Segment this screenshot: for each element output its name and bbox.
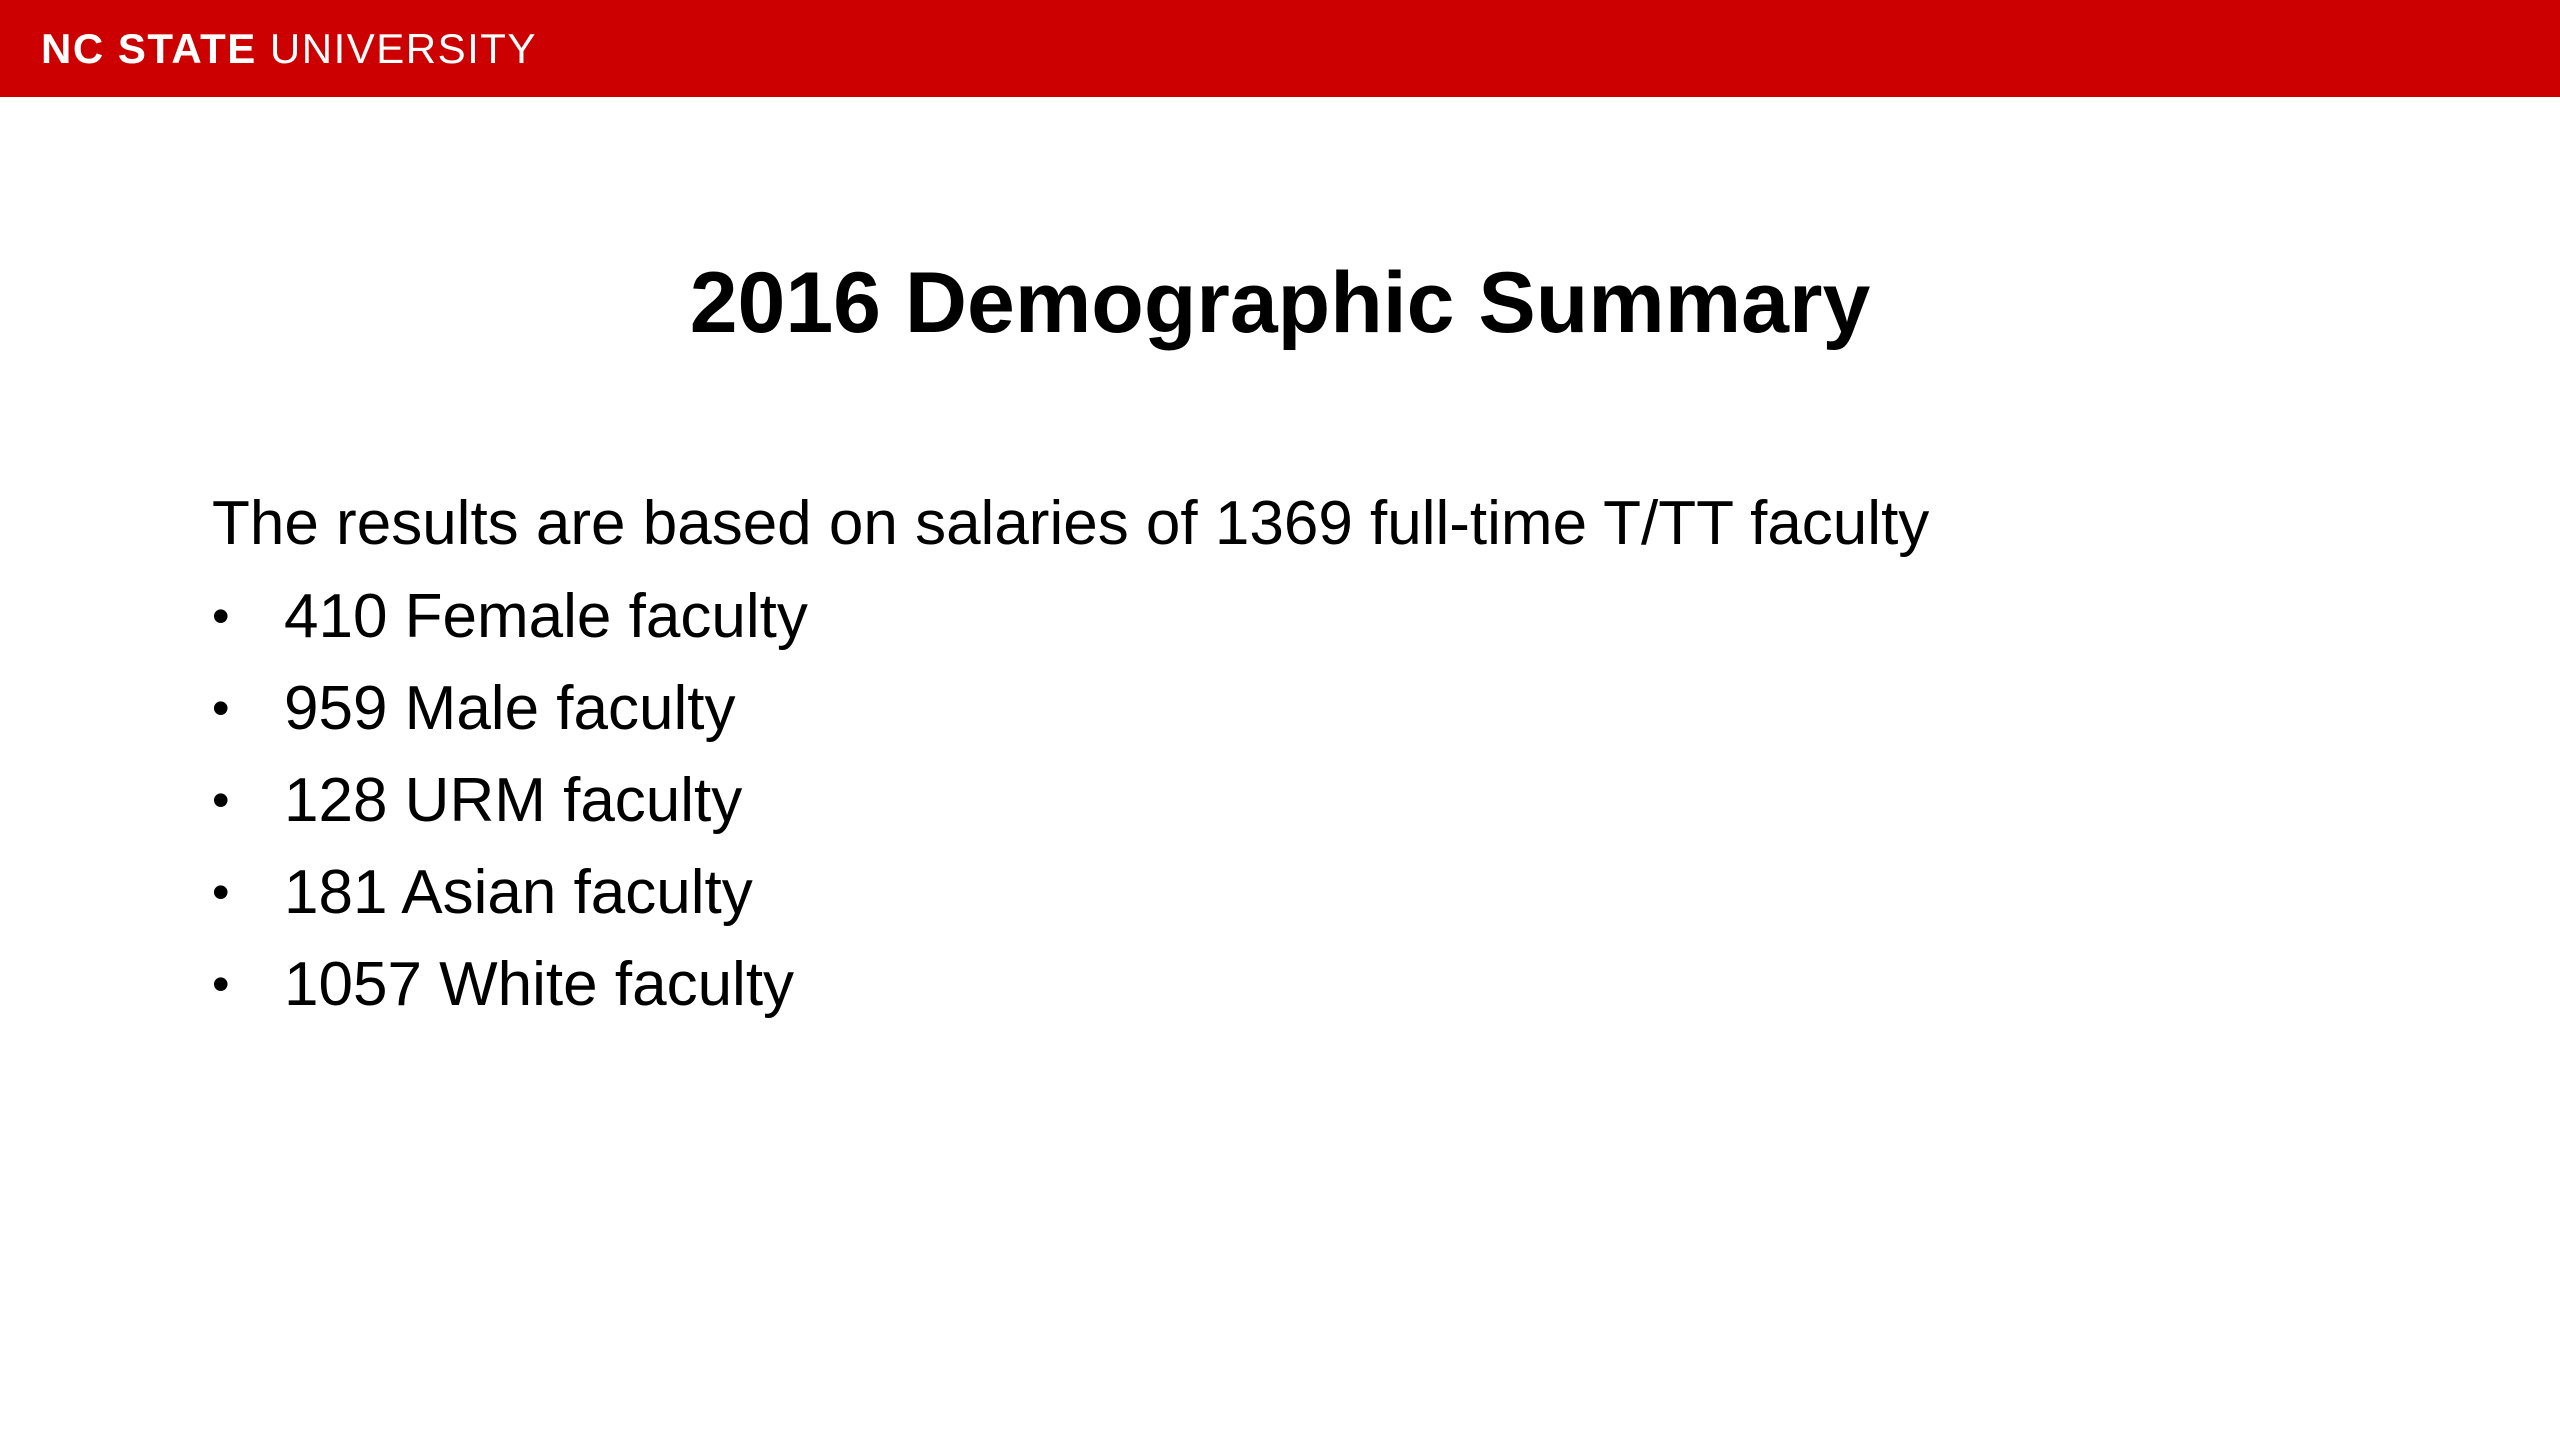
list-item (212, 846, 808, 938)
bullet-text: 959 Male faculty (284, 673, 736, 743)
bullet-icon: • (212, 772, 230, 828)
bullet-icon: • (212, 588, 230, 644)
bullet-icon: • (212, 864, 230, 920)
bullet-icon: • (212, 680, 230, 736)
list-item (212, 754, 808, 846)
bullet-text: 181 Asian faculty (284, 857, 753, 927)
bullet-list (212, 570, 808, 1030)
bullet-text: 128 URM faculty (284, 765, 743, 835)
logo-wordmark-bold: NC STATE (41, 25, 257, 72)
intro-text: The results are based on salaries of 1369 full-time T/TT faculty (212, 489, 1930, 558)
list-item (212, 662, 808, 754)
list-item (212, 938, 808, 1030)
nc-state-university-logo (41, 0, 537, 97)
bullet-icon: • (212, 956, 230, 1012)
bullet-text: 1057 White faculty (284, 949, 795, 1019)
logo-wordmark-regular: UNIVERSITY (256, 25, 537, 72)
header-banner (0, 0, 2560, 97)
bullet-text: 410 Female faculty (284, 581, 808, 651)
list-item (212, 570, 808, 662)
slide-title: 2016 Demographic Summary (689, 255, 1871, 351)
